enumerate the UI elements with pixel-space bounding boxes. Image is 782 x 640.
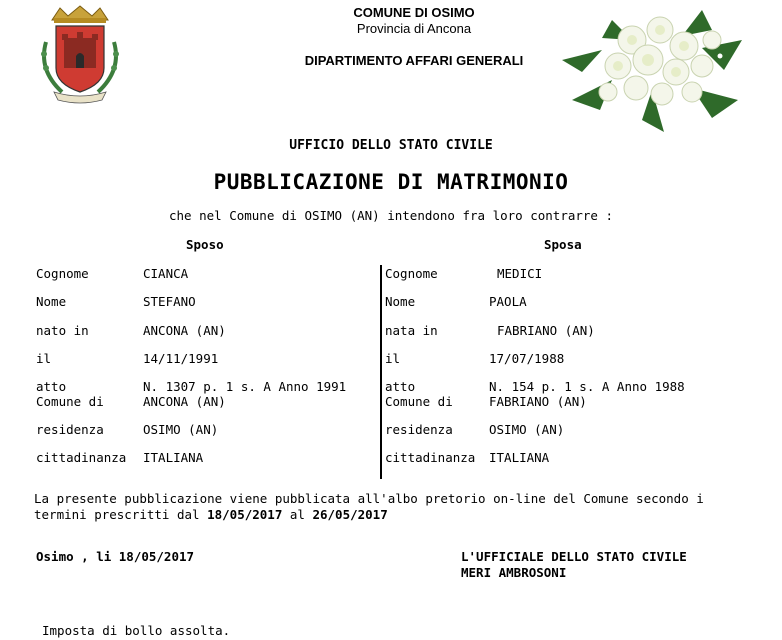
sposa-cittadinanza: ITALIANA xyxy=(489,450,550,465)
sposa-nome: PAOLA xyxy=(489,294,527,309)
sposo-label-residenza: residenza xyxy=(36,422,104,437)
officer-name: MERI AMBROSONI xyxy=(461,565,567,580)
sposa-residenza: OSIMO (AN) xyxy=(489,422,565,437)
comune-title: COMUNE DI OSIMO xyxy=(353,5,475,20)
sposa-label-il: il xyxy=(385,351,401,366)
sposo-label-cittadinanza: cittadinanza xyxy=(36,450,127,465)
intro-text: che nel Comune di OSIMO (AN) intendono fra loro contrarre : xyxy=(168,208,613,223)
sposo-label-nome: Nome xyxy=(36,294,67,309)
publication-date-from: 18/05/2017 xyxy=(207,507,283,522)
sposa-label-nato: nata in xyxy=(385,323,438,338)
ufficio-heading: UFFICIO DELLO STATO CIVILE xyxy=(289,138,493,153)
sposo-residenza: OSIMO (AN) xyxy=(143,422,219,437)
sposa-atto: N. 154 p. 1 s. A Anno 1988 xyxy=(489,379,685,394)
provincia-subtitle: Provincia di Ancona xyxy=(356,21,472,36)
publication-line2 xyxy=(34,507,388,522)
sposo-label-comune: Comune di xyxy=(36,394,104,409)
sposo-heading: Sposo xyxy=(186,237,224,252)
officer-title: L'UFFICIALE DELLO STATO CIVILE xyxy=(461,549,687,564)
publication-mid: al xyxy=(282,507,313,522)
coat-of-arms-logo xyxy=(32,2,128,106)
sposo-label-atto: atto xyxy=(36,379,67,394)
sposa-label-cognome: Cognome xyxy=(385,266,438,281)
sposa-heading: Sposa xyxy=(544,237,582,252)
sposo-cittadinanza: ITALIANA xyxy=(143,450,204,465)
sposa-label-cittadinanza: cittadinanza xyxy=(385,450,476,465)
sposo-label-cognome: Cognome xyxy=(36,266,89,281)
flower-bouquet-image xyxy=(552,0,752,138)
sposo-label-nato: nato in xyxy=(36,323,89,338)
sposa-cognome: MEDICI xyxy=(497,266,543,281)
sposo-nome: STEFANO xyxy=(143,294,196,309)
bollo-note: Imposta di bollo assolta. xyxy=(42,623,231,638)
publication-prefix: termini prescritti dal xyxy=(34,507,208,522)
sposa-il: 17/07/1988 xyxy=(489,351,565,366)
sposo-comune: ANCONA (AN) xyxy=(143,394,226,409)
sposa-comune: FABRIANO (AN) xyxy=(489,394,587,409)
sposa-label-residenza: residenza xyxy=(385,422,453,437)
sposa-nato: FABRIANO (AN) xyxy=(497,323,595,338)
sposo-atto: N. 1307 p. 1 s. A Anno 1991 xyxy=(143,379,347,394)
sposa-label-nome: Nome xyxy=(385,294,416,309)
sposa-label-comune: Comune di xyxy=(385,394,453,409)
publication-line1: La presente pubblicazione viene pubblicata all'albo pretorio on-line del Comune secondo i xyxy=(34,491,704,506)
sposo-il: 14/11/1991 xyxy=(143,351,219,366)
sposo-cognome: CIANCA xyxy=(143,266,189,281)
sposo-nato: ANCONA (AN) xyxy=(143,323,226,338)
place-date: Osimo , li 18/05/2017 xyxy=(36,549,195,564)
dipartimento-title: DIPARTIMENTO AFFARI GENERALI xyxy=(304,53,524,68)
page-title: PUBBLICAZIONE DI MATRIMONIO xyxy=(213,170,569,194)
sposo-label-il: il xyxy=(36,351,52,366)
sposa-label-atto: atto xyxy=(385,379,416,394)
column-divider xyxy=(380,265,382,479)
publication-date-to: 26/05/2017 xyxy=(312,507,388,522)
